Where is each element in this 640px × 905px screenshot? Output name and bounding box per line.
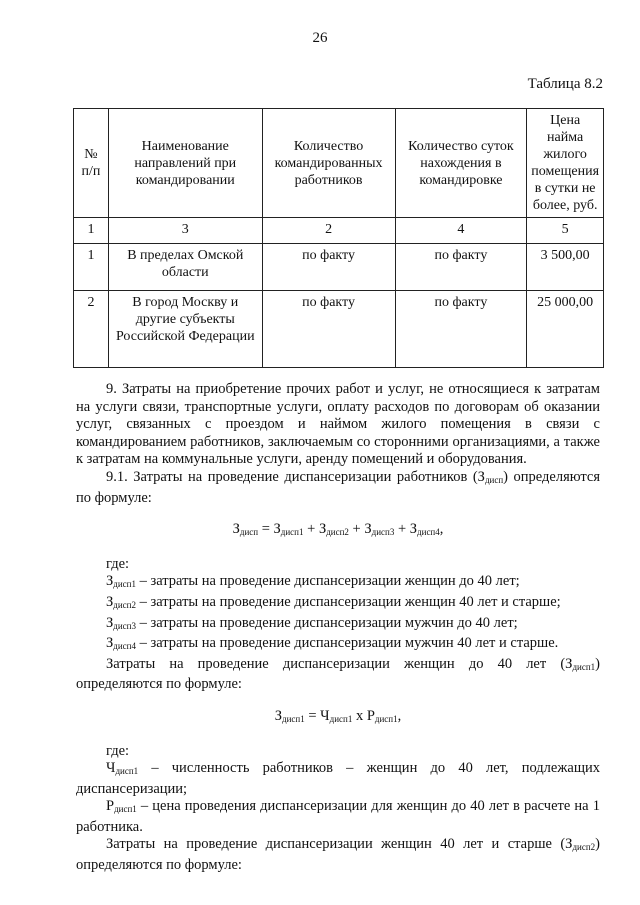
row-days: по факту [395, 291, 527, 368]
row-price: 25 000,00 [527, 291, 604, 368]
paragraph-9-1: 9.1. Затраты на проведение диспансеризации работников $(З_{дисп})$ определяются по формуле: [76, 468, 601, 506]
accommodation-table [73, 108, 604, 368]
header-workers: Количество командированных работников [262, 109, 395, 218]
index-cell: 5 [527, 218, 604, 244]
page-number: 26 [312, 30, 328, 46]
row-workers: по факту [262, 291, 395, 368]
definition-disp4: $З_{дисп4}$ – затраты на проведение диспансеризации мужчин 40 лет и старше. [106, 635, 559, 652]
index-cell: 2 [262, 218, 395, 244]
where-label: где: [106, 742, 130, 759]
paragraph-women-40-plus: Затраты на проведение диспансеризации женщин 40 лет и старше $(З_{дисп2})$ определяются по формуле: [76, 836, 600, 874]
formula-disp-total: $З_{дисп} = З_{дисп1} + З_{дисп2} + З_{дисп3} + З_{дисп4}$, [232, 521, 444, 538]
definition-price: $Р_{дисп1}$ – цена проведения диспансеризации для женщин до 40 лет в расчете на 1 работника. [76, 798, 600, 835]
header-number: № п/п [74, 109, 109, 218]
row-workers: по факту [262, 244, 395, 291]
row-number: 2 [74, 291, 109, 368]
definition-disp2: $З_{дисп2}$ – затраты на проведение диспансеризации женщин 40 лет и старше; [106, 593, 561, 610]
table-row [74, 291, 604, 368]
paragraph-women-under-40: Затраты на проведение диспансеризации женщин до 40 лет $(З_{дисп1})$ определяются по формуле: [76, 655, 600, 693]
header-direction: Наименование направлений при командировании [108, 109, 262, 218]
table-row [74, 244, 604, 291]
body-text [76, 381, 600, 875]
where-label: где: [106, 555, 130, 572]
row-price: 3 500,00 [527, 244, 604, 291]
definition-disp3: $З_{дисп3}$ – затраты на проведение диспансеризации мужчин до 40 лет; [106, 614, 518, 631]
row-direction: В город Москву и другие субъекты Российской Федерации [108, 291, 262, 368]
row-days: по факту [395, 244, 527, 291]
formula-disp1: $З_{дисп1} = Ч_{дисп1}$ х $Р_{дисп1}$, [274, 707, 402, 724]
table-caption: Таблица 8.2 [527, 76, 603, 92]
header-price: Цена найма жилого помещения в сутки не более, руб. [527, 109, 604, 218]
index-cell: 4 [395, 218, 527, 244]
row-number: 1 [74, 244, 109, 291]
row-direction: В пределах Омской области [108, 244, 262, 291]
definition-count: $Ч_{дисп1}$ – численность работников – женщин до 40 лет, подлежащих диспансеризации; [76, 760, 600, 797]
header-days: Количество суток нахождения в командировке [395, 109, 527, 218]
paragraph-9: 9. Затраты на приобретение прочих работ и услуг, не относящиеся к затратам на услуги связи, транспортные услуги, оплату расходов по договорам об оказании услуг, связанных с проездом и наймом жилого помещения в связи с командированием работников, заключаемым со сторонними организациями, а также к затратам на коммунальные услуги, аренду помещений и оборудования. [76, 381, 600, 468]
definition-disp1: $З_{дисп1}$ – затраты на проведение диспансеризации женщин до 40 лет; [106, 573, 520, 590]
index-cell: 3 [108, 218, 262, 244]
index-cell: 1 [74, 218, 109, 244]
